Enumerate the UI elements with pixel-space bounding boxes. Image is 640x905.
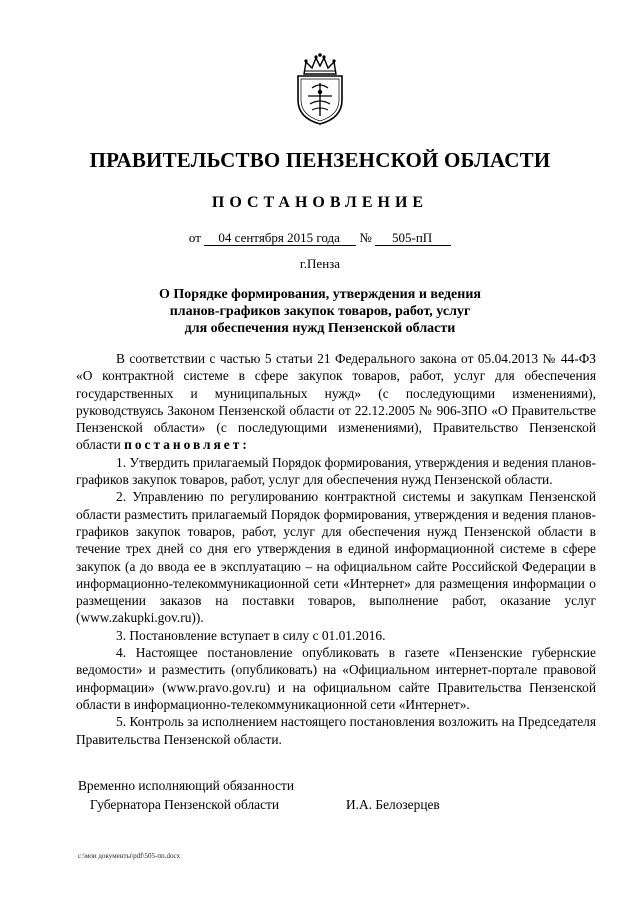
preamble-paragraph — [76, 350, 596, 454]
signature-block — [78, 776, 598, 814]
document-title — [0, 286, 640, 337]
date-prefix: от — [188, 230, 201, 245]
signatory-name: И.А. Белозерцев — [346, 797, 440, 812]
body-item: 5. Контроль за исполнением настоящего постановления возложить на Председателя Правительства Пензенской области. — [76, 714, 596, 747]
signatory-position-line2: Губернатора Пензенской области — [90, 797, 280, 812]
title-line: планов-графиков закупок товаров, работ, услуг — [169, 304, 471, 319]
document-date: 04 сентября 2015 года — [204, 231, 356, 246]
organization-heading: ПРАВИТЕЛЬСТВО ПЕНЗЕНСКОЙ ОБЛАСТИ — [89, 148, 551, 172]
signatory-position-line1: Временно исполняющий обязанности — [78, 778, 295, 793]
body-item: 3. Постановление вступает в силу с 01.01.2016. — [116, 627, 386, 643]
document-type-heading: ПОСТАНОВЛЕНИЕ — [211, 194, 429, 211]
document-body — [76, 350, 596, 748]
date-number-line — [0, 230, 640, 246]
penza-coat-of-arms-icon — [290, 52, 350, 126]
preamble-text: В соответствии с частью 5 статьи 21 Федерального закона от 05.04.2013 № 44-ФЗ «О контрактной системе в сфере закупок товаров, работ, услуг для обеспечения государственных и муниципальных нужд» (с последующими изменениями), руководствуясь Законом Пензенской области от 22.12.2005 № 906-ЗПО «О Правительстве Пензенской области» (с последующими изменениями), Правительство Пензенской области — [76, 351, 596, 453]
title-line: для обеспечения нужд Пензенской области — [184, 321, 456, 336]
document-number: 505-пП — [375, 231, 451, 246]
body-item: 1. Утвердить прилагаемый Порядок формирования, утверждения и ведения планов-графиков закупок товаров, работ, услуг для обеспечения нужд Пензенской области. — [76, 454, 596, 488]
city: г.Пенза — [299, 256, 341, 271]
number-prefix: № — [359, 230, 372, 245]
resolves-word: постановляет: — [124, 437, 250, 453]
file-path-footer: c:\мои документы\pdf\505-пп.docx — [78, 852, 181, 860]
body-item: 2. Управлению по регулированию контрактной системы и закупкам Пензенской области разместить прилагаемый Порядок формирования, утверждения и ведения планов-графиков закупок товаров, работ, услуг для обеспечения нужд Пензенской области в течение трех дней со дня его утверждения в единой информационной системе в сфере закупок (а до ввода ее в эксплуатацию – на официальном сайте Российской Федерации в информационно-телекоммуникационной сети «Интернет» для размещения информации о размещении заказов на поставки товаров, выполнение работ, оказание услуг (www.zakupki.gov.ru)). — [76, 489, 596, 626]
body-item: 4. Настоящее постановление опубликовать в газете «Пензенские губернские ведомости» и разместить (опубликовать) на «Официальном интернет-портале правовой информации» (www.pravo.gov.ru) и на официальном сайте Правительства Пензенской области в информационно-телекоммуникационной сети «Интернет». — [76, 645, 596, 712]
title-line: О Порядке формирования, утверждения и ведения — [159, 287, 481, 302]
